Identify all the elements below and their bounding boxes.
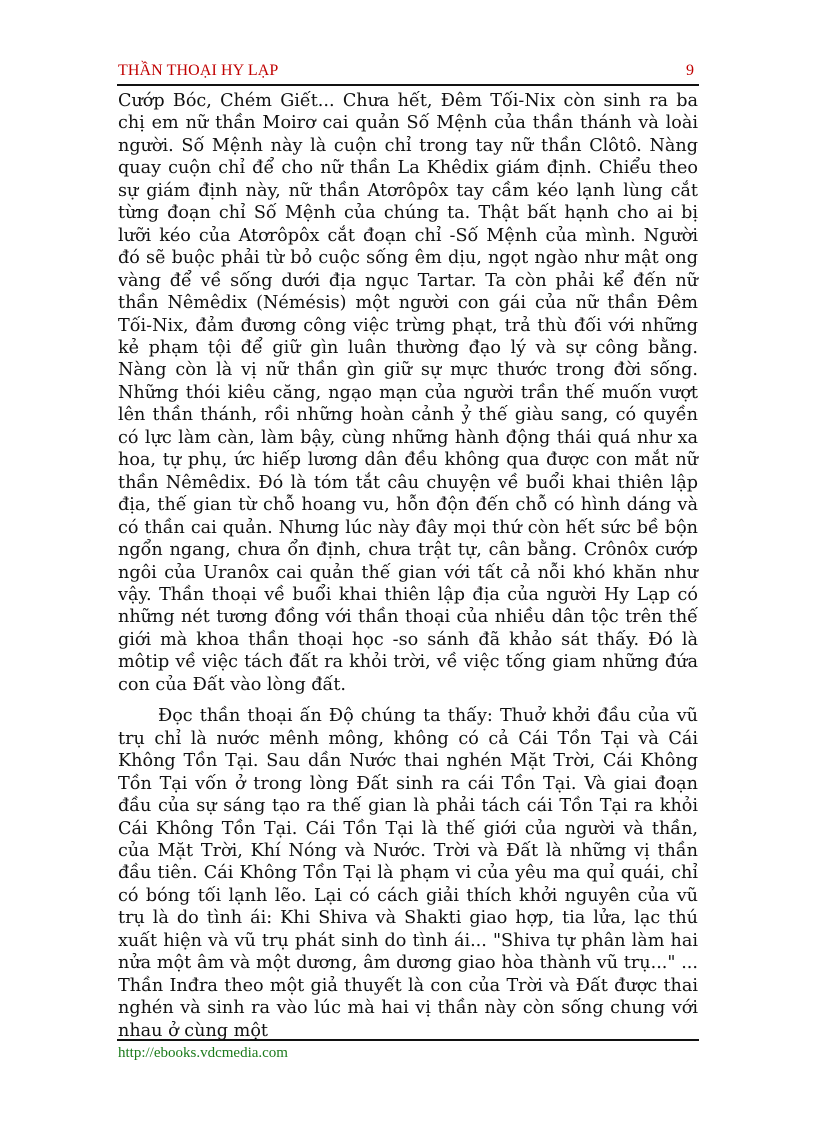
paragraph: Đọc thần thoại ấn Độ chúng ta thấy: Thuở khởi đầu của vũ trụ chỉ là nước mênh mông, không có cả Cái Tồn Tại và Cái Không Tồn Tại. Sau dần Nước thai nghén Mặt Trời, Cái Không Tồn Tại vốn ở trong lòng Đất sinh ra cái Tồn Tại. Và giai đoạn đầu của sự sáng tạo ra thế gian là phải tách cái Tồn Tại ra khỏi Cái Không Tồn Tại. Cái Tồn Tại là thế giới của người và thần, của Mặt Trời, Khí Nóng và Nước. Trời và Đất là những vị thần đầu tiên. Cái Không Tồn Tại là phạm vi của yêu ma quỉ quái, chỉ có bóng tối lạnh lẽo. Lại có cách giải thích khởi nguyên của vũ trụ là do tình ái: Khi Shiva và Shakti giao hợp, tia lửa, lạc thú xuất hiện và vũ trụ phát sinh do tình ái... "Shiva tự phân làm hai nửa một âm và một dương, âm dương giao hòa thành vũ trụ..." ... Thần Inđra theo một giả thuyết là con của Trời và Đất được thai nghén và sinh ra vào lúc mà hai vị thần này còn sống chung với nhau ở cùng một <box>118 706 698 1041</box>
footer-rule <box>117 1039 699 1041</box>
body-text <box>118 90 698 1042</box>
paragraph: Cướp Bóc, Chém Giết... Chưa hết, Đêm Tối-Nix còn sinh ra ba chị em nữ thần Moirơ cai quản Số Mệnh của thần thánh và loài người. Số Mệnh này là cuộn chỉ trong tay nữ thần Clôtô. Nàng quay cuộn chỉ để cho nữ thần La Khêdix giám định. Chiểu theo sự giám định này, nữ thần Atơrôpôx tay cầm kéo lạnh lùng cắt từng đoạn chỉ Số Mệnh của chúng ta. Thật bất hạnh cho ai bị lưỡi kéo của Atơrôpôx cắt đoạn chỉ -Số Mệnh của mình. Người đó sẽ buộc phải từ bỏ cuộc sống êm dịu, ngọt ngào như mật ong vàng để về sống dưới địa ngục Tartar. Ta còn phải kể đến nữ thần Nêmêdix (Némésis) một người con gái của nữ thần Đêm Tối-Nix, đảm đương công việc trừng phạt, trả thù đối với những kẻ phạm tội để giữ gìn luân thường đạo lý và sự công bằng. Nàng còn là vị nữ thần gìn giữ sự mực thước trong đời sống. Những thói kiêu căng, ngạo mạn của người trần thế muốn vượt lên thần thánh, rồi những hoàn cảnh ỷ thế giàu sang, có quyền có lực làm càn, làm bậy, cùng những hành động thái quá như xa hoa, tự phụ, ức hiếp lương dân đều không qua được con mắt nữ thần Nêmêdix. Đó là tóm tắt câu chuyện về buổi khai thiên lập địa, thế gian từ chỗ hoang vu, hỗn độn đến chỗ có hình dáng và có thần cai quản. Nhưng lúc này đây mọi thứ còn hết sức bề bộn ngổn ngang, chưa ổn định, chưa trật tự, cân bằng. Crônôx cướp ngôi của Uranôx cai quản thế gian với tất cả nỗi khó khăn như vậy. Thần thoại về buổi khai thiên lập địa của người Hy Lạp có những nét tương đồng với thần thoại của nhiều dân tộc trên thế giới mà khoa thần thoại học -so sánh đã khảo sát thấy. Đó là môtip về việc tách đất ra khỏi trời, về việc tống giam những đứa con của Đất vào lòng đất. <box>118 91 698 695</box>
page-number: 9 <box>686 62 694 79</box>
header-rule <box>117 84 699 86</box>
footer-link[interactable]: http://ebooks.vdcmedia.com <box>118 1045 288 1061</box>
running-header-title: THẦN THOẠI HY LẠP <box>118 62 279 79</box>
